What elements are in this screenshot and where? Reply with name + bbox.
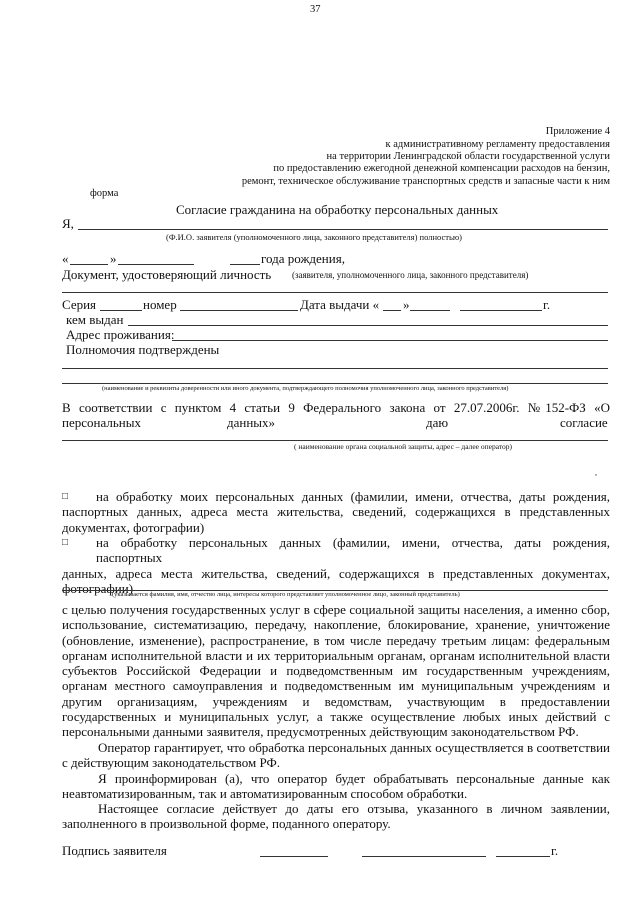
option-1-line-1: на обработку моих персональных данных (фамилии, имени, отчества, даты рождения,: [96, 489, 610, 504]
signature-year-suffix: г.: [551, 843, 559, 858]
fio-caption: (Ф.И.О. заявителя (уполномоченного лица, законного представителя) полностью): [166, 232, 463, 242]
powers-caption: (наименование и реквизиты доверенности или иного документа, подтверждающего полномочия уполномоченного лица, законного представителя): [102, 385, 509, 392]
series-line[interactable]: [100, 310, 142, 311]
issue-month-line[interactable]: [410, 310, 450, 311]
option-1-checkbox[interactable]: □: [62, 491, 69, 502]
represented-caption: (указывается фамилия, имя, отчество лица, интересы которого представляет уполномоченное лицо, законный представитель): [112, 591, 460, 598]
form-label: форма: [90, 188, 119, 199]
header-line-1: к административному регламенту предоставления: [385, 139, 610, 150]
powers-line[interactable]: [62, 368, 608, 369]
purpose-paragraph: с целью получения государственных услуг в сфере социальной защиты населения, а именно сбор, использование, систематизацию, передачу, накопление, блокирование, хранение, уничтожение (обновление, изменение), распространение, в том числе передачу третьим лицам: федеральным органам исполнительной власти и их территориальным органам, органам исполнительной власти субъектов Российской Федерации и подведомственным им государственным учреждениям, органам местного самоуправления и подведомственным им муниципальным учреждениям и другим организациям, учреждениям и ведомствам, участвующим в предоставлении государственных и муниципальных услуг, а также осуществление любых иных действий с персональными данными заявителя, предусмотренных действующим законодательством РФ.: [62, 602, 610, 740]
fio-line[interactable]: [78, 229, 608, 230]
birth-year-line[interactable]: [230, 264, 260, 265]
law-line-2-b: данных»: [227, 415, 276, 430]
law-line-1: В соответствии с пунктом 4 статьи 9 Федерального закона от 27.07.2006г. №152-ФЗ «О: [62, 400, 610, 415]
appendix-label: Приложение 4: [545, 126, 610, 137]
address-label: Адрес проживания:: [66, 327, 175, 342]
law-line-2-a: персональных: [62, 415, 141, 430]
header-line-3: по предоставлению ежегодной денежной компенсации расходов на бензин,: [273, 163, 610, 174]
issue-year-suffix: г.: [543, 297, 551, 312]
doc-line[interactable]: [62, 292, 608, 293]
header-line-4: ремонт, техническое обслуживание транспортных средств и запасные части к ним: [241, 176, 610, 187]
header-line-2: на территории Ленинградской области государственной услуги: [326, 151, 610, 162]
number-line[interactable]: [180, 310, 298, 311]
series-label: Серия: [62, 297, 97, 312]
birth-month-line[interactable]: [118, 264, 194, 265]
doc-label: Документ, удостоверяющий личность: [62, 267, 272, 282]
issue-year-line[interactable]: [460, 310, 542, 311]
option-2-rest: данных, адреса места жительства, сведений, содержащихся в представленных документах, фотографии): [62, 565, 610, 596]
signature-date-line[interactable]: [496, 856, 550, 857]
birth-year-label: года рождения,: [261, 251, 345, 266]
issue-date-label: Дата выдачи «: [300, 297, 380, 312]
signature-line[interactable]: [260, 856, 328, 857]
issue-date-close: »: [403, 297, 410, 312]
option-2-checkbox[interactable]: □: [62, 537, 69, 548]
address-line[interactable]: [172, 340, 608, 341]
law-line-2-c: даю: [426, 415, 449, 430]
powers-label: Полномочия подтверждены: [66, 342, 220, 357]
validity-paragraph: Настоящее согласие действует до даты его отзыва, указанного в личном заявлении, заполненного в произвольной форме, поданного оператору.: [62, 801, 610, 832]
operator-comma: ,: [595, 468, 597, 477]
law-line-2-d: согласие: [560, 415, 608, 430]
issue-day-line[interactable]: [383, 310, 401, 311]
operator-caption: ( наименование органа социальной защиты, адрес – далее оператор): [294, 442, 513, 451]
signature-name-line[interactable]: [362, 856, 486, 857]
birth-close-quote: »: [110, 251, 117, 266]
page-title: Согласие гражданина на обработку персональных данных: [176, 202, 499, 217]
issued-by-line[interactable]: [128, 325, 608, 326]
signature-label: Подпись заявителя: [62, 843, 167, 858]
option-1-text: [62, 489, 610, 535]
option-1-rest: паспортных данных, адреса места жительства, сведений, содержащихся в представленных документах, фотографии): [62, 504, 610, 535]
guarantee-paragraph: Оператор гарантирует, что обработка персональных данных осуществляется в соответствии с действующим законодательством РФ.: [62, 740, 610, 771]
operator-line[interactable]: [62, 440, 608, 441]
informed-paragraph: Я проинформирован (а), что оператор будет обрабатывать персональные данные как неавтоматизированным, так и автоматизированным способом обработки.: [62, 771, 610, 802]
i-label: Я,: [62, 216, 74, 231]
birth-day-line[interactable]: [70, 264, 108, 265]
birth-open-quote: «: [62, 251, 69, 266]
page-number: 37: [310, 4, 321, 15]
doc-note: (заявителя, уполномоченного лица, законного представителя): [292, 270, 529, 280]
number-label: номер: [143, 297, 177, 312]
powers-line-2[interactable]: [62, 383, 608, 384]
option-2-line-1: на обработку персональных данных (фамилии, имени, отчества, даты рождения, паспортных: [96, 535, 610, 566]
option-2-text: [62, 535, 610, 596]
issued-by-label: кем выдан: [66, 312, 124, 327]
